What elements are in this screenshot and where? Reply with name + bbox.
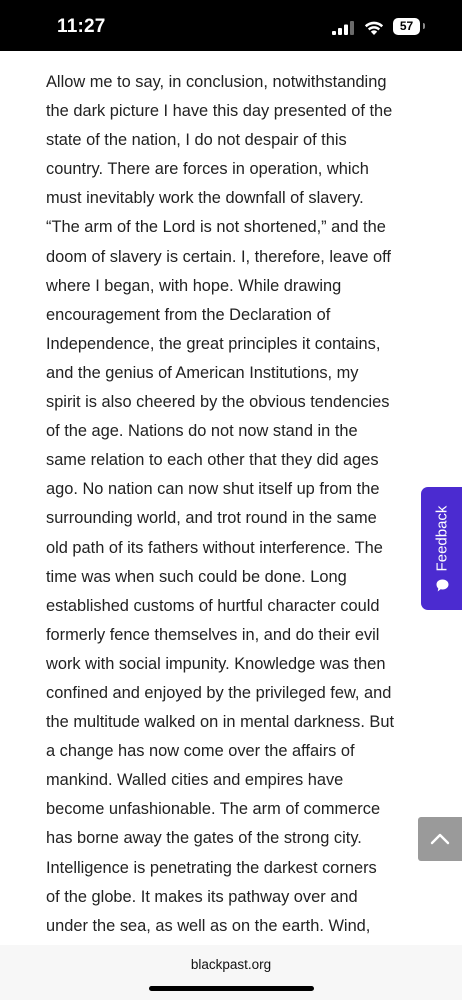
article-line: must inevitably work the downfall of slavery. <box>46 189 364 208</box>
article-line: Independence, the great principles it contains, <box>46 334 381 353</box>
article-line: doom of slavery is certain. I, therefore, leave off <box>46 247 391 266</box>
article-line: become unfashionable. The arm of commerce <box>46 800 381 819</box>
status-bar <box>0 0 462 51</box>
article-line: Intelligence is penetrating the darkest corners <box>46 858 377 877</box>
chevron-up-icon <box>430 831 450 845</box>
article-line: and the genius of American Institutions, my <box>46 363 359 382</box>
article-line: work with social impunity. Knowledge was then <box>46 654 386 673</box>
article-line: state of the nation, I do not despair of this <box>46 131 347 150</box>
battery-cap <box>423 23 425 29</box>
article-line: of the age. Nations do not now stand in the <box>46 422 358 441</box>
article-line: formerly fence themselves in, and do their evil <box>46 625 380 644</box>
article-line: encouragement from the Declaration of <box>46 305 331 324</box>
feedback-label: Feedback <box>433 505 450 571</box>
article-line: country. There are forces in operation, which <box>46 160 369 179</box>
article-line: a change has now come over the affairs of <box>46 742 355 761</box>
web-page <box>0 51 462 945</box>
home-indicator[interactable] <box>149 986 314 991</box>
article-line: where I began, with hope. While drawing <box>46 276 342 295</box>
wifi-icon <box>364 20 384 35</box>
browser-address-bar[interactable] <box>0 945 462 1000</box>
article-line: has borne away the gates of the strong city. <box>46 829 362 848</box>
scroll-to-top-button[interactable] <box>418 817 462 861</box>
article-line: mankind. Walled cities and empires have <box>46 771 344 790</box>
cellular-signal-icon <box>332 21 354 35</box>
article-line: same relation to each other that they did ages <box>46 451 379 470</box>
chat-bubble-icon <box>435 578 449 592</box>
article-line: spirit is also cheered by the obvious tendencies <box>46 393 390 412</box>
article-line: the dark picture I have this day presented of the <box>46 102 393 121</box>
article-line: the multitude walked on in mental darkness. But <box>46 713 395 732</box>
article-line: Allow me to say, in conclusion, notwithstanding <box>46 73 387 91</box>
article-line: ago. No nation can now shut itself up from the <box>46 480 380 499</box>
article-line: old path of its fathers without interference. The <box>46 538 383 557</box>
status-time: 11:27 <box>57 16 106 37</box>
article-line: established customs of hurtful character could <box>46 596 380 615</box>
article-line: confined and enjoyed by the privileged few, and <box>46 683 392 702</box>
feedback-button[interactable] <box>421 487 462 610</box>
url-text[interactable]: blackpast.org <box>190 957 272 972</box>
article-line: surrounding world, and trot round in the same <box>46 509 377 528</box>
battery-indicator: 57 <box>393 18 420 35</box>
article-line: of the globe. It makes its pathway over and <box>46 887 358 906</box>
article-line: under the sea, as well as on the earth. Wind, <box>46 916 371 935</box>
article-body <box>46 68 416 941</box>
article-line: “The arm of the Lord is not shortened,” and the <box>46 218 386 237</box>
article-line: time was when such could be done. Long <box>46 567 347 586</box>
